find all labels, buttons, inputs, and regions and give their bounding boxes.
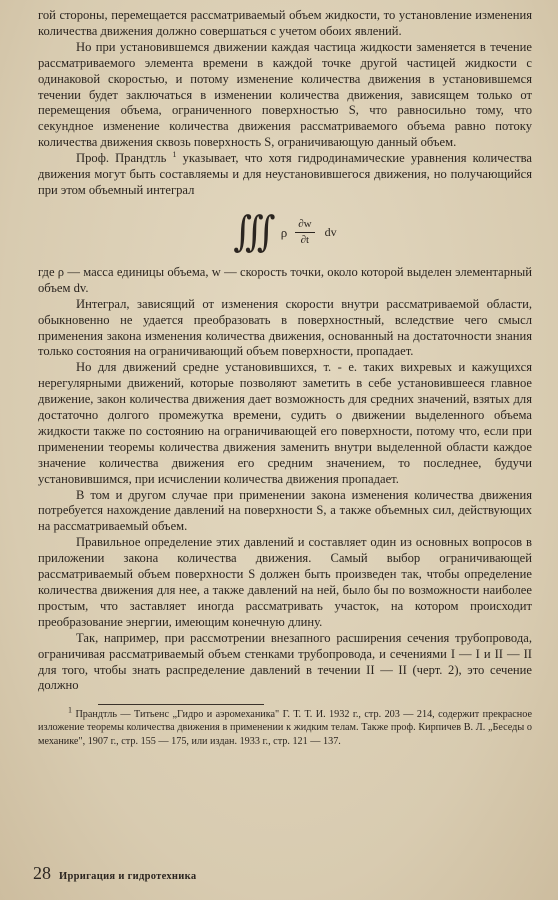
footnote-ref: 1 (172, 149, 177, 159)
paragraph: Правильное определение этих давлений и составляет один из основных вопросов в приложении закона количества движения. Самый выбор ограничивающей рассматриваемый объем поверхности S должен быть произведен так, чтобы определение количества движения для нее, а также давлений на ней, было бы по возможности наиболее простым, что заставляет иногда рассматривать участок, на котором происходит преобразование энергии, имеющим конечную длину. (38, 535, 532, 629)
page-number: 28 (33, 863, 51, 883)
footnote-text: Прандтль — Титьенс „Гидро и аэромеханика" Г. Т. Т. И. 1932 г., стр. 203 — 214, содержит прекрасное изложение теоремы количества движения в применении к жидким телам. Также проф. Кирпичев В. Л. „Беседы о механике", 1907 г., стр. 155 — 175, или издан. 1933 г., стр. 121 — 137. (38, 709, 533, 747)
paragraph-rest: указывает, что хотя гидродинамические уравнения количества движения могут быть составляемы и для неустановившегося движения, но получающийся при этом объемный интеграл (38, 151, 532, 197)
footnote-marker: 1 (68, 705, 72, 715)
fraction-denominator: ∂t (300, 234, 310, 247)
footnote (38, 705, 533, 747)
running-title: Ирригация и гидротехника (59, 871, 197, 882)
triple-integral-sign: ∫∫∫ (233, 208, 269, 256)
paragraph: Но при установившемся движении каждая частица жидкости заменяется в течение рассматриваемого элемента времени в каждой точке другой частицей жидкости с одинаковой скоростью, и потому изменение количества движения в установившемся течении будет заключаться в изменении количества движения, зависящем только от перемещения объема, ограниченного поверхностью S, что равносильно тому, что секундное изменение количества движения рассматриваемого объема равно потоку количества движения сквозь поверхность S, ограничивающую данный объем. (38, 39, 532, 150)
volume-integral-formula (38, 203, 532, 263)
paragraph: Но для движений средне установившихся, т. - е. таких вихревых и кажущихся нерегулярными движений, которые позволяют заметить в себе установившееся главное движение, закон количества движения дает возможность для средних значений, взятых для достаточно долгого промежутка времени, судить о движении выделенного объема жидкости также по состоянию на ограничивающей его поверхности, потому что, если при применении теоремы количества движения заменить внутри выделенной области каждое значение количества движения его средним значением, то последнее, будучи установившимся, при исчислении количества движения пропадает. (38, 360, 532, 486)
paragraph (38, 151, 532, 199)
paragraph-lead: Проф. Прандтль (76, 151, 167, 166)
body-text (38, 8, 532, 694)
paragraph: В том и другом случае при применении закона изменения количества движения потребуется нахождение давлений на поверхности S, а также объемных сил, действующих на рассматриваемый объем. (38, 487, 532, 534)
footnote-divider (98, 704, 264, 705)
fraction-numerator: ∂w (295, 218, 314, 233)
page-footer (33, 863, 196, 884)
rho-symbol: ρ (280, 224, 288, 240)
paragraph: Интеграл, зависящий от изменения скорости внутри рассматриваемой области, обыкновенно не удается преобразовать в поверхностный, вследствие чего смысл применения закона изменения количества движения, основанный на достаточности знания только состояния на ограничивающий объем поверхности, пропадает. (38, 296, 532, 359)
volume-element: dv (324, 224, 337, 239)
paragraph: гой стороны, перемещается рассматриваемый объем жидкости, то установление изменения количества движения должно совершаться с учетом обоих явлений. (38, 8, 532, 38)
partial-derivative (295, 218, 314, 247)
paragraph: где ρ — масса единицы объема, w — скорость точки, около которой выделен элементарный объем dv. (38, 264, 532, 295)
paragraph: Так, например, при рассмотрении внезапного расширения сечения трубопровода, ограничивая рассматриваемый объем стенками трубопровода, и сечениями I — I и II — II для того, чтобы знать распределение давлений в течении II — II (черт. 2), это сечение должно (38, 630, 532, 693)
